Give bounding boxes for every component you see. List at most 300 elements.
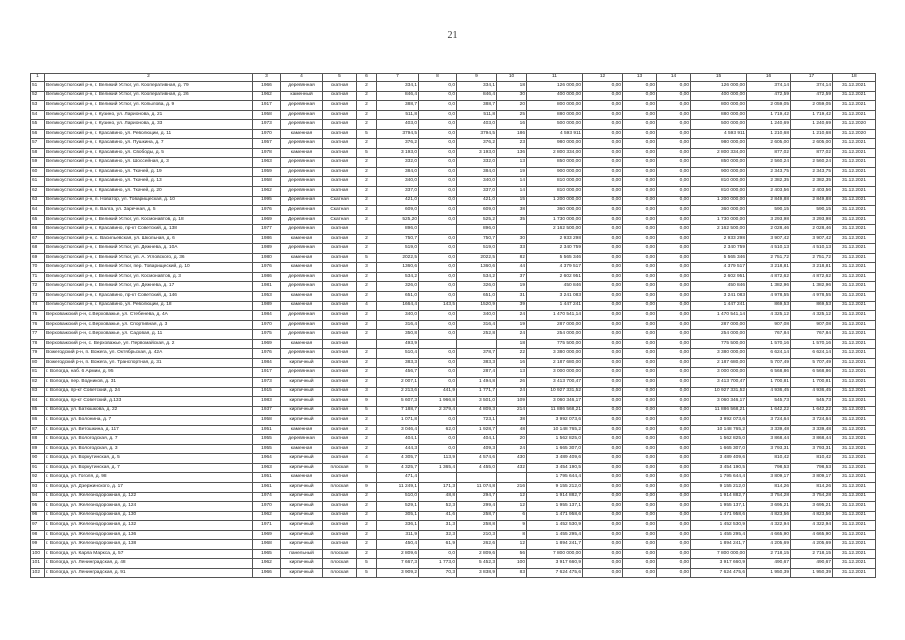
table-cell: 171,3 [419, 482, 457, 492]
table-cell: 0,0 [419, 253, 457, 263]
table-cell: 880 000,00 [527, 110, 583, 120]
table-cell: 472,59 [791, 91, 833, 101]
table-cell: 0,00 [657, 311, 691, 321]
table-cell: 31.12.2021 [833, 339, 876, 349]
table-cell: 19 [497, 320, 527, 330]
table-cell: 0,00 [623, 549, 657, 559]
table-cell: 0,00 [623, 482, 657, 492]
table-cell: 810,42 [747, 454, 791, 464]
table-cell: 2 [357, 521, 377, 531]
table-cell: Великоустюгский р-н, г. Великий Устюг, ул. А. Угловского, д. 36 [45, 253, 253, 263]
table-cell: 8 [497, 530, 527, 540]
table-cell: 1968 [253, 540, 281, 550]
column-header: 17 [791, 74, 833, 82]
table-cell: 1 773,0 [419, 559, 457, 569]
table-cell: г. Вологда, ул. Воркутинская, д. 5 [45, 454, 253, 464]
table-cell: 2022,5 [457, 253, 497, 263]
table-cell: каменная [281, 129, 323, 139]
table-cell: 9 [357, 397, 377, 407]
table-cell: 340,0 [457, 311, 497, 321]
table-cell: 869,53 [791, 301, 833, 311]
table-cell: Великоустюгский р-н, г. Красавино, ул. Пушкина, д. 7 [45, 139, 253, 149]
column-header: 8 [419, 74, 457, 82]
table-row [31, 129, 876, 139]
table-cell: 0,0 [419, 158, 457, 168]
table-cell: 334,1 [457, 82, 497, 92]
table-cell: деревянная [281, 177, 323, 187]
table-cell: 1969 [253, 215, 281, 225]
table-cell: кирпичный [281, 358, 323, 368]
table-cell: 126 000,00 [691, 82, 747, 92]
table-cell: 0,00 [657, 330, 691, 340]
table-cell: 0,00 [623, 358, 657, 368]
table-cell: деревянная [281, 110, 323, 120]
table-cell: 0,00 [657, 463, 691, 473]
table-cell: 38 [497, 206, 527, 216]
table-cell: каменная [281, 301, 323, 311]
table-cell: 4 322,94 [791, 521, 833, 531]
table-cell: 383,3 [457, 358, 497, 368]
table-cell: 1 955 137,1 [691, 502, 747, 512]
table-cell: 7 800 000,00 [527, 549, 583, 559]
table-cell: 1 452 530,9 [691, 521, 747, 531]
table-cell: скатная [323, 234, 357, 244]
table-cell: 0,00 [657, 272, 691, 282]
table-cell: 4 665,90 [747, 530, 791, 540]
table-cell: 0,00 [583, 425, 623, 435]
table-cell [419, 339, 457, 349]
table-cell: 3 [357, 387, 377, 397]
table-cell: 2 382,35 [791, 177, 833, 187]
table-cell: 340,0 [377, 177, 419, 187]
table-cell: 2 [357, 349, 377, 359]
table-cell: 32,3 [419, 530, 457, 540]
table-cell: 1964 [253, 454, 281, 464]
table-cell: 214 [497, 406, 527, 416]
table-cell: 404,1 [457, 435, 497, 445]
table-cell: 0,00 [657, 387, 691, 397]
table-cell: 1 240,69 [791, 120, 833, 130]
table-row [31, 482, 876, 492]
table-cell: 3 454 190,5 [691, 463, 747, 473]
table-cell: 4 325,7 [377, 463, 419, 473]
table-cell: 26 [497, 377, 527, 387]
table-cell: 0,00 [583, 416, 623, 426]
table-cell: скатная [323, 511, 357, 521]
table-cell: 287,4 [457, 368, 497, 378]
table-cell: 0,00 [623, 187, 657, 197]
table-cell: 0,00 [623, 492, 657, 502]
table-cell: 59 [31, 158, 45, 168]
table-cell: 609,0 [377, 206, 419, 216]
table-cell: 0,00 [583, 263, 623, 273]
table-cell: деревянная [281, 187, 323, 197]
table-cell: 421,0 [457, 196, 497, 206]
table-cell: плоская [323, 549, 357, 559]
table-cell: 0,00 [623, 206, 657, 216]
table-cell: кирпичный [281, 559, 323, 569]
table-cell: 0,00 [657, 397, 691, 407]
table-cell: 0,00 [583, 339, 623, 349]
table-cell: 0,00 [583, 511, 623, 521]
table-cell: 0,00 [657, 282, 691, 292]
table-cell: 529,1 [377, 502, 419, 512]
table-cell: 3 193,0 [377, 148, 419, 158]
table-cell: 0,00 [623, 234, 657, 244]
table-cell: 186 [497, 129, 527, 139]
table-cell: 53 [31, 101, 45, 111]
table-cell: 1 719,42 [791, 110, 833, 120]
table-cell: скатная [323, 425, 357, 435]
table-cell: 58 [31, 148, 45, 158]
table-cell: 0,00 [583, 377, 623, 387]
table-cell: 74 [31, 301, 45, 311]
table-cell: скатная [323, 416, 357, 426]
table-cell: 0,00 [583, 349, 623, 359]
table-cell: 31.12.2021 [833, 110, 876, 120]
table-cell: 31.12.2021 [833, 463, 876, 473]
table-cell: 0,00 [657, 425, 691, 435]
table-cell: 9 [357, 482, 377, 492]
table-cell: 374,14 [747, 82, 791, 92]
column-header: 12 [583, 74, 623, 82]
table-cell: деревянная [281, 101, 323, 111]
table-cell: 651,0 [457, 292, 497, 302]
table-cell: 409,3 [457, 444, 497, 454]
table-cell: 4 325,12 [791, 311, 833, 321]
table-cell: 1915 [253, 387, 281, 397]
table-cell: 0,00 [583, 521, 623, 531]
table-cell: 316,4 [377, 320, 419, 330]
table-row [31, 167, 876, 177]
table-cell: скатная [323, 272, 357, 282]
table-cell: 1984 [253, 358, 281, 368]
table-cell: 136 [497, 148, 527, 158]
table-cell: 383,3 [377, 358, 419, 368]
table-cell: 84 [31, 397, 45, 407]
table-cell: 907,08 [747, 320, 791, 330]
table-row [31, 559, 876, 569]
table-cell: 0,00 [623, 101, 657, 111]
table-cell: 1 365,4 [419, 463, 457, 473]
table-cell: 3 241 083 [527, 292, 583, 302]
table-cell: 2 028,46 [791, 225, 833, 235]
table-cell: 0,00 [583, 120, 623, 130]
table-cell: г. Вологда, ул. Железнодорожная, д. 124 [45, 502, 253, 512]
column-header: 13 [623, 74, 657, 82]
table-cell: 15 [497, 196, 527, 206]
table-cell: 31.12.2021 [833, 416, 876, 426]
table-cell: Великоустюгский р-н, г. Красавино, ул. Революции, д. 18 [45, 301, 253, 311]
table-cell: 0,0 [419, 292, 457, 302]
table-row [31, 358, 876, 368]
table-cell: 1970 [253, 320, 281, 330]
table-cell: 1957 [253, 139, 281, 149]
table-cell: 73 [31, 292, 45, 302]
table-cell: 2 [357, 368, 377, 378]
table-cell: 64 [31, 206, 45, 216]
table-cell: 0,00 [583, 158, 623, 168]
table-cell: 2 602 951 [527, 272, 583, 282]
table-cell: 0,00 [623, 282, 657, 292]
table-cell: 2 059,05 [791, 101, 833, 111]
table-cell: скатная [323, 406, 357, 416]
table-cell: 1976 [253, 206, 281, 216]
table-cell: 5 [357, 559, 377, 569]
table-cell: 11 886 568,21 [691, 406, 747, 416]
table-cell: 85 [31, 406, 45, 416]
table-cell: 3 917 660,9 [527, 559, 583, 569]
table-cell: 5 707,49 [791, 358, 833, 368]
table-cell: 2 849,88 [747, 196, 791, 206]
table-cell: 0,00 [583, 253, 623, 263]
column-header: 10 [497, 74, 527, 82]
table-cell: деревянная [281, 330, 323, 340]
table-cell: 332,0 [457, 158, 497, 168]
table-cell: 0,00 [657, 253, 691, 263]
table-cell: 6 624,14 [747, 349, 791, 359]
table-cell: 4 665,90 [791, 530, 833, 540]
table-cell: 590,15 [747, 206, 791, 216]
table-cell: 877,02 [747, 148, 791, 158]
table-cell: деревянная [281, 158, 323, 168]
table-cell: 3 793,31 [791, 444, 833, 454]
table-row [31, 397, 876, 407]
table-row [31, 330, 876, 340]
table-cell: 0,00 [623, 196, 657, 206]
table-cell: скатная [323, 349, 357, 359]
table-cell: 2 718,15 [791, 549, 833, 559]
table-cell: 0,0 [419, 215, 457, 225]
table-cell: 0,00 [583, 435, 623, 445]
table-row [31, 234, 876, 244]
table-cell: кирпичный [281, 492, 323, 502]
table-cell: 2 [357, 425, 377, 435]
table-cell: 441,9 [419, 387, 457, 397]
table-cell: 0,00 [623, 263, 657, 273]
table-cell: 4 510,13 [747, 244, 791, 254]
table-cell: 2 [357, 549, 377, 559]
column-header: 15 [691, 74, 747, 82]
table-cell: 0,0 [419, 311, 457, 321]
table-cell: 41,6 [419, 511, 457, 521]
table-row [31, 473, 876, 483]
table-cell: 1995 [253, 196, 281, 206]
table-row [31, 377, 876, 387]
table-cell: 11 074,8 [457, 482, 497, 492]
table-cell: 1973 [253, 377, 281, 387]
table-cell: 0,00 [583, 196, 623, 206]
table-cell: 472,59 [747, 91, 791, 101]
table-cell: 3 809,17 [791, 473, 833, 483]
table-cell: 31.12.2021 [833, 377, 876, 387]
table-cell: каменная [281, 473, 323, 483]
table-cell: 31.12.2021 [833, 101, 876, 111]
table-row [31, 215, 876, 225]
table-row [31, 148, 876, 158]
table-cell: 0,0 [419, 206, 457, 216]
table-cell: г. Вологда, наб. 6 Армии, д. 95 [45, 368, 253, 378]
table-cell: скатная [323, 129, 357, 139]
table-cell: 3 218,81 [791, 263, 833, 273]
table-cell: 37 [497, 272, 527, 282]
table-cell [357, 473, 377, 483]
table-cell: 1 966,8 [419, 397, 457, 407]
table-cell: 384,0 [377, 167, 419, 177]
table-cell: 1963 [253, 158, 281, 168]
table-cell: 80 [31, 358, 45, 368]
table-cell: 0,00 [583, 387, 623, 397]
table-cell: 0,0 [419, 167, 457, 177]
table-cell: 252,8 [457, 330, 497, 340]
table-cell: 0,00 [657, 91, 691, 101]
table-cell: 0,00 [657, 349, 691, 359]
table-cell: 2 933 298 [527, 234, 583, 244]
table-cell: Великоустюгский р-н, г. Красавино, ул. Свободы, д. 5 [45, 148, 253, 158]
table-cell: 76 [31, 320, 45, 330]
table-cell: 0,00 [657, 368, 691, 378]
table-cell: 1958 [253, 110, 281, 120]
table-cell: деревянная [281, 225, 323, 235]
table-cell: г. Вологда, пр-кт Советский, д. 24 [45, 387, 253, 397]
table-cell: 2 [357, 330, 377, 340]
table-cell: 0,0 [419, 435, 457, 445]
table-cell: 490,67 [747, 559, 791, 569]
table-cell: 0,00 [623, 416, 657, 426]
table-row [31, 301, 876, 311]
table-cell: 1963 [253, 463, 281, 473]
table-cell: 0,00 [623, 301, 657, 311]
table-cell: 4 510,13 [791, 244, 833, 254]
table-cell: 1958 [253, 177, 281, 187]
table-cell: 0,00 [623, 435, 657, 445]
table-cell: 1962 [253, 511, 281, 521]
table-cell: Скатная [323, 215, 357, 225]
table-cell: 0,00 [583, 397, 623, 407]
table-cell: 0,00 [583, 215, 623, 225]
table-cell: 1 730 000,00 [691, 215, 747, 225]
table-cell: 1970 [253, 129, 281, 139]
table-cell: 7 624 475,6 [691, 568, 747, 578]
table-cell: 23 [497, 139, 527, 149]
table-cell: плоская [323, 559, 357, 569]
table-cell: 2 [357, 444, 377, 454]
table-cell: 7 667,3 [377, 559, 419, 569]
table-cell: 750,7 [377, 234, 419, 244]
table-cell: 0,00 [623, 444, 657, 454]
table-cell: 775 500,00 [527, 339, 583, 349]
table-cell: 3 501,0 [457, 397, 497, 407]
table-cell: 0,00 [657, 435, 691, 445]
table-cell: Вожегодский р-н, п. Вожега, ул. Транспортная, д. 31 [45, 358, 253, 368]
table-cell: 2 187 680,00 [691, 358, 747, 368]
table-row [31, 253, 876, 263]
table-cell: скатная [323, 358, 357, 368]
table-cell: деревянная [281, 368, 323, 378]
table-cell: 1 447 241 [691, 301, 747, 311]
table-cell: 126 000,00 [527, 82, 583, 92]
table-cell: 4 978,55 [747, 292, 791, 302]
table-cell: кирпичный [281, 511, 323, 521]
table-cell: Вожегодский р-н, п. Вожега, ул. Октябрьская, д. 42А [45, 349, 253, 359]
table-cell: скатная [323, 311, 357, 321]
table-cell: Великоустюгский р-н, г. Красавино, ул. Революции, д. 11 [45, 129, 253, 139]
table-cell: 4 823,56 [747, 511, 791, 521]
table-cell: 0,00 [623, 521, 657, 531]
table-cell: 1962 [253, 91, 281, 101]
table-cell: 877,02 [791, 148, 833, 158]
table-cell: 0,00 [623, 349, 657, 359]
table-cell: 3 909,2 [377, 568, 419, 578]
table-cell: 31.12.2021 [833, 435, 876, 445]
table-cell: 2 343,75 [747, 167, 791, 177]
table-cell: 1917 [253, 101, 281, 111]
table-cell: 31.12.2020 [833, 120, 876, 130]
table-cell: Великоустюгский р-н, г. Великий Устюг, ул. Космонавтов, д. 3 [45, 272, 253, 282]
table-cell: 0,00 [657, 101, 691, 111]
table-cell: 810 000,00 [691, 187, 747, 197]
table-cell: скатная [323, 397, 357, 407]
table-cell: 810 000,00 [691, 177, 747, 187]
table-row [31, 530, 876, 540]
table-cell: 798,53 [791, 463, 833, 473]
table-cell [419, 225, 457, 235]
table-cell: 1360,6 [457, 263, 497, 273]
column-header: 6 [357, 74, 377, 82]
table-row [31, 263, 876, 273]
table-cell: 87 [31, 425, 45, 435]
table-cell: скатная [323, 187, 357, 197]
table-cell: 72 [31, 282, 45, 292]
table-cell: 4 [357, 454, 377, 464]
table-cell: 2 [357, 492, 377, 502]
table-cell: 0,00 [623, 158, 657, 168]
table-cell: Великоустюгский р-н, п. Валга, ул. Заречная, д. 5 [45, 206, 253, 216]
table-cell: каменная [281, 444, 323, 454]
table-cell: 0,00 [657, 406, 691, 416]
table-cell: каменная [281, 425, 323, 435]
table-cell: Великоустюгский р-н, г. Красавино, пр-кт Советский, д. 138 [45, 225, 253, 235]
table-cell [419, 473, 457, 483]
table-cell: кирпичный [281, 530, 323, 540]
table-row [31, 120, 876, 130]
table-row [31, 196, 876, 206]
table-cell: 3 241 083 [691, 292, 747, 302]
table-cell: г. Вологда, ул. Железнодорожная, д. 130 [45, 511, 253, 521]
table-cell: 13 [497, 368, 527, 378]
table-cell: 0,00 [623, 272, 657, 282]
table-cell [497, 473, 527, 483]
table-cell: 0,00 [583, 454, 623, 464]
table-cell: 336,1 [377, 521, 419, 531]
table-cell: скатная [323, 101, 357, 111]
table-cell: г. Вологда, ул. Ветошкина, д. 117 [45, 425, 253, 435]
table-cell: 19 [497, 167, 527, 177]
table-cell: 0,00 [583, 244, 623, 254]
table-cell: плоская [323, 482, 357, 492]
table-cell: 1984 [253, 311, 281, 321]
table-cell: 31.12.2021 [833, 397, 876, 407]
table-cell: 1966 [253, 82, 281, 92]
table-cell: Верховажский р-н, с.Верховажье, ул. Спортивная, д. 3 [45, 320, 253, 330]
table-cell: 430 [497, 454, 527, 464]
table-cell: 83 [31, 387, 45, 397]
table-row [31, 463, 876, 473]
table-cell: 2 059,05 [747, 101, 791, 111]
table-cell: скатная [323, 444, 357, 454]
table-cell: Великоустюгский р-н, г. Великий Устюг, ул. Кооперативная, д. 79 [45, 82, 253, 92]
table-cell: 39 [497, 301, 527, 311]
